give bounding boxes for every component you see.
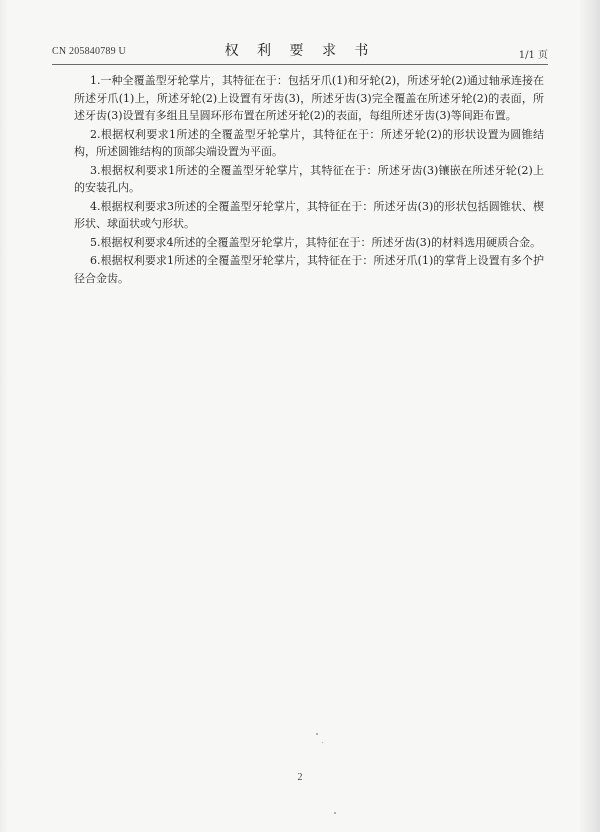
claim-4: 4.根据权利要求3所述的全覆盖型牙轮掌片，其特征在于：所述牙齿(3)的形状包括圆锥状、楔形状、球面状或勺形状。 xyxy=(74,199,544,230)
scan-speck xyxy=(316,733,318,735)
page-fraction: 1/1 页 xyxy=(518,50,548,61)
claim-3: 3.根据权利要求1所述的全覆盖型牙轮掌片，其特征在于：所述牙齿(3)镶嵌在所述牙轮(2)上的安装孔内。 xyxy=(74,163,544,194)
header-divider xyxy=(52,64,548,65)
claim-6: 6.根据权利要求1所述的全覆盖型牙轮掌片，其特征在于：所述牙爪(1)的掌背上设置有多个护径合金齿。 xyxy=(74,254,544,285)
claim-2: 2.根据权利要求1所述的全覆盖型牙轮掌片，其特征在于：所述牙轮(2)的形状设置为圆锥结构，所述圆锥结构的顶部尖端设置为平面。 xyxy=(74,127,544,158)
page-right-edge-shadow xyxy=(580,0,600,832)
document-title: 权 利 要 求 书 xyxy=(224,43,376,59)
page-number: 2 xyxy=(297,772,303,783)
scan-speck xyxy=(322,742,323,743)
claims-body xyxy=(74,72,544,288)
page-header xyxy=(52,38,548,64)
claim-5: 5.根据权利要求4所述的全覆盖型牙轮掌片，其特征在于：所述牙齿(3)的材料选用硬质合金。 xyxy=(90,235,542,249)
publication-number: CN 205840789 U xyxy=(52,46,126,57)
page-left-edge-shadow xyxy=(0,0,8,832)
claim-1: 1.一种全覆盖型牙轮掌片，其特征在于：包括牙爪(1)和牙轮(2)，所述牙轮(2)通过轴承连接在所述牙爪(1)上，所述牙轮(2)上设置有牙齿(3)，所述牙齿(3)完全覆盖在所述牙轮(2)的表面，所述牙齿(3)设置有多组且呈圆环形布置在所述牙轮(2)的表面，每组所述牙齿(3)等间距布置。 xyxy=(74,74,544,122)
scan-speck xyxy=(334,812,336,814)
